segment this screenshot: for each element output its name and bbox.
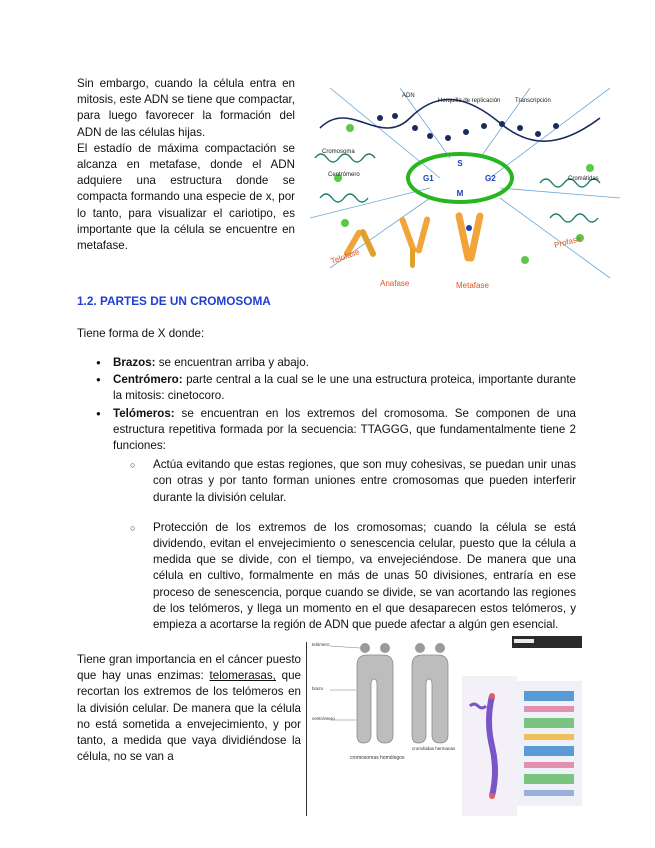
phase-s-label: S [457,159,463,168]
chromo-caption: cromosomas homólogos [350,755,405,760]
label-chromatids: Cromátidas [568,176,599,182]
label-arm: brazo [312,686,324,691]
term-telomeres: Telómeros: [113,406,175,420]
list-item-centromere [96,372,576,404]
list-item-arms [96,355,576,371]
cell-cycle-figure [310,88,620,290]
section-lead: Tiene forma de X donde: [77,327,205,340]
term-centromere: Centrómero: [113,373,183,387]
label-centromere-small: centrómero [312,716,335,721]
cancer-text-before: Tiene gran importancia en el cáncer puesto que hay unas enzimas: [77,653,301,683]
label-leaders [330,646,360,720]
label-chromosome: Cromosoma [322,149,355,155]
chromatin-right-lower [550,214,598,222]
label-anaphase: Anafase [380,279,410,288]
cancer-text-after: que recortan los extremos de los telómeros en la división celular. De manera que la célula no está sometida a envejecimiento, y por tanto, a medida que vaya dividiéndose la célula, no se van a [77,669,301,764]
label-dna: ADN [402,93,415,99]
sub-item-protection: ○ Protección de los extremos de los cromosomas; cuando la célula se está dividendo, evitan el envejecimiento o senescencia celular, puesto que la célula a medida que se divide, con el tiempo, va envejeciéndose. De manera que una célula en cultivo, formalmente en más de unas 50 divisiones, entraría en ese proceso de senescencia, porque cuando se divide, se van acortando las regiones de los telómeros, y llega un momento en el que desaparecen estos telómeros, y empieza a acortarse la región de ADN que puede afectar a algún gen esencial. [113,520,576,633]
anaphase-chromosomes [399,216,431,268]
chromosome-pair-right [412,643,448,743]
text-arms: se encuentran arriba y abajo. [155,356,309,369]
nucleosome-beads [377,113,559,141]
chromosome-pair-left [357,643,393,743]
list-item-telomeres [96,406,576,634]
chromatin-left-lower [320,194,368,202]
text-telomeres: se encuentran en los extremos del cromosoma. Se componen de una estructura repetitiva formada por la secuencia: TTAGGG, que fundamentalmente tiene 2 funciones: [113,406,576,453]
telomerase-term: telomerasas, [209,669,276,683]
label-sister-chromatids: cromátidas hermanas [412,746,456,751]
label-telomere: telómero [312,642,330,647]
label-prophase: Profase [553,234,583,250]
label-telophase: Telofase [329,247,361,266]
intro-text [77,76,295,254]
intro-paragraph-2: El estadío de máxima compactación se alcanza en metafase, donde el ADN adquiere una estructura donde se compacta formando una especie de x, por lo tanto, para visualizar el cariotipo, es importante que la célula se encuentre en metafase. [77,141,295,253]
column-divider [306,642,307,816]
phase-m-label: M [456,189,464,198]
text-centromere: parte central a la cual se le une una estructura proteica, importante durante la mitosis: cinetocoro. [113,373,576,403]
label-metaphase: Metafase [456,281,489,290]
label-centromere: Centrómero [328,172,360,178]
term-arms: Brazos: [113,356,156,369]
label-transcription: Transcripción [515,98,551,104]
section-heading: 1.2. PARTES DE UN CROMOSOMA [77,294,271,308]
chromatin-left [315,154,375,162]
dna-strand [320,99,600,141]
cancer-paragraph [77,652,301,765]
telomere-functions-list [113,457,576,633]
phase-g2-label: G2 [485,174,496,183]
sub-item-cohesion: ○ Actúa evitando que estas regiones, que son muy cohesivas, se puedan unir unas con otras y por tanto forman uniones entre cromosomas que pueden interferir durante la división celular. [113,457,576,506]
telomere-collage-figure [462,636,582,816]
label-replication: Horquilla de replicación [438,98,501,104]
phase-g1-label: G1 [423,174,434,183]
metaphase-chromosomes [455,212,484,263]
chromosome-parts-list [96,355,576,634]
intro-paragraph-1: Sin embargo, cuando la célula entra en mitosis, este ADN se tiene que compactar, para luego favorecer la formación del ADN de las células hijas. [77,77,295,139]
homologous-chromosomes-figure [310,640,470,760]
